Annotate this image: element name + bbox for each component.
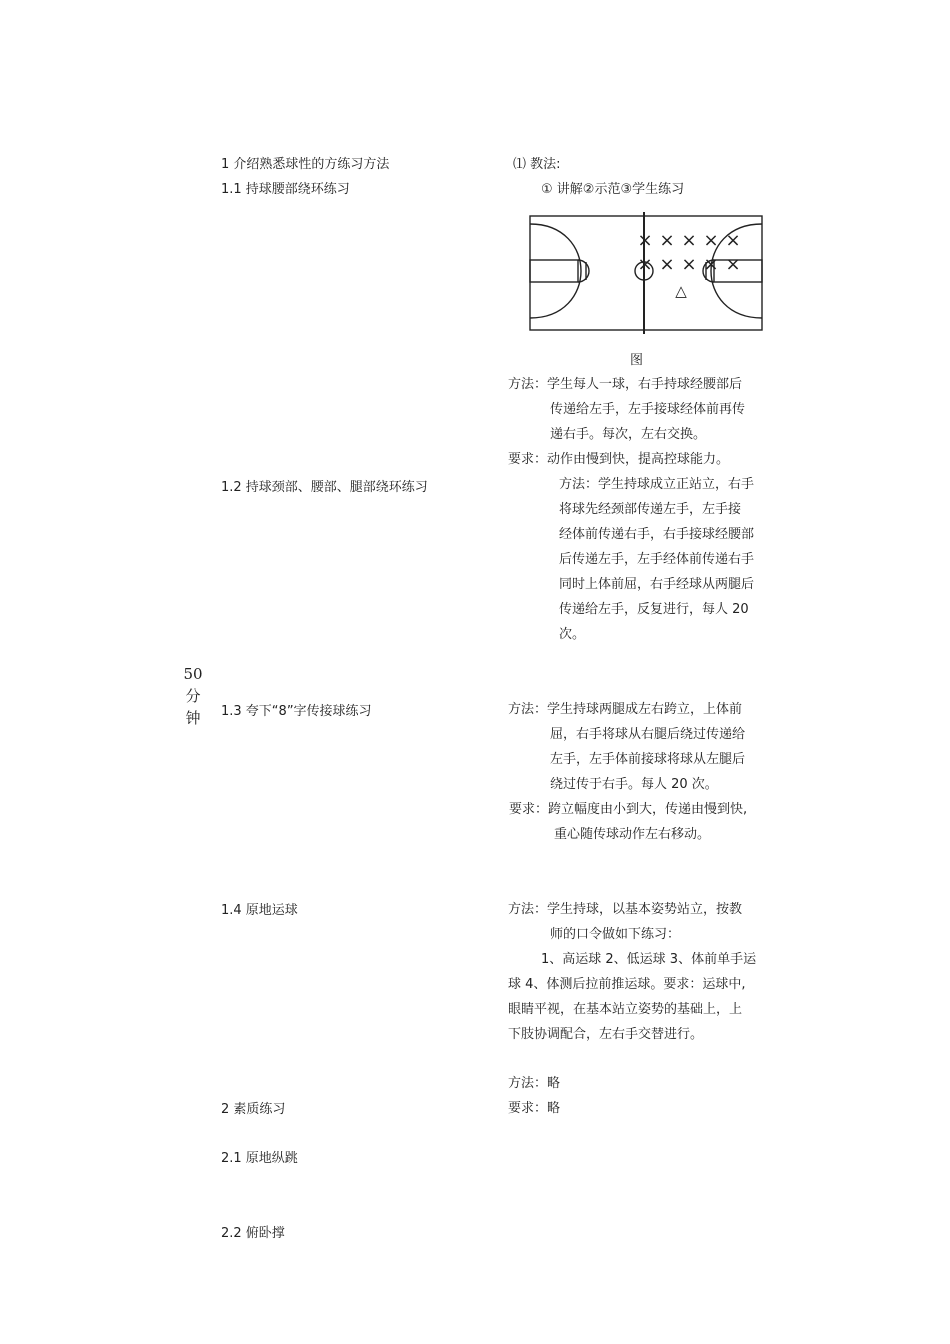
method-4-line-3: 1、高运球 2、低运球 3、体前单手运 [541,952,757,967]
requirement-3-line-1: 要求：跨立幅度由小到大，传递由慢到快, [509,802,748,817]
method-1-line-3: 递右手。每次，左右交换。 [550,427,707,442]
player-marker: × [725,254,741,275]
duration-label [182,663,204,729]
requirement-3-line-2: 重心随传球动作左右移动。 [554,827,711,842]
method-3-line-2: 屈，右手将球从右腿后绕过传递给 [550,727,746,742]
basketball-court-diagram [528,212,764,336]
method-2-line-4: 后传递左手，左手经体前传递右手 [559,552,755,567]
player-marker: × [681,230,697,251]
teacher-marker: △ [675,282,687,300]
method-4-line-4: 球 4、体测后拉前推运球。要求：运球中, [508,977,746,992]
method-4-line-1: 方法：学生持球，以基本姿势站立，按教 [508,902,743,917]
method-2-line-5: 同时上体前屈，右手经球从两腿后 [559,577,755,592]
method-5: 方法：略 [508,1076,561,1091]
left-three-point-arc [530,224,581,318]
section-2-1-title: 2.1 原地纵跳 [221,1151,298,1166]
section-1-4-title: 1.4 原地运球 [221,903,298,918]
section-2-2-title: 2.2 俯卧撑 [221,1226,285,1241]
figure-caption: 图 [630,353,644,368]
requirement-5: 要求：略 [508,1101,561,1116]
method-2-line-7: 次。 [559,627,586,642]
requirement-1: 要求：动作由慢到快，提高控球能力。 [508,452,730,467]
duration-number: 50 [183,665,203,683]
player-marker: × [659,230,675,251]
method-4-line-5: 眼睛平视，在基本站立姿势的基础上，上 [508,1002,743,1017]
method-2-line-6: 传递给左手，反复进行，每人 20 [559,602,749,617]
player-marker: × [725,230,741,251]
duration-char-2: 钟 [185,709,201,727]
method-2-line-2: 将球先经颈部传递左手，左手接 [559,502,742,517]
duration-char-1: 分 [185,687,201,705]
player-marker: × [703,254,719,275]
section-2-title: 2 素质练习 [221,1102,286,1117]
section-1-1-title: 1.1 持球腰部绕环练习 [221,182,350,197]
method-2-line-1: 方法：学生持球成立正站立，右手 [559,477,755,492]
player-marker: × [637,254,653,275]
section-1-3-title: 1.3 夸下“8”字传接球练习 [221,704,372,719]
player-marker: × [637,230,653,251]
teaching-steps: ① 讲解②示范③学生练习 [541,182,685,197]
player-marker: × [659,254,675,275]
section-1-2-title: 1.2 持球颈部、腰部、腿部绕环练习 [221,480,428,495]
method-3-line-1: 方法：学生持球两腿成左右跨立，上体前 [508,702,743,717]
method-4-line-2: 师的口令做如下练习： [550,927,681,942]
method-4-line-6: 下肢协调配合，左右手交替进行。 [508,1027,704,1042]
player-marker: × [703,230,719,251]
method-2-line-3: 经体前传递右手，右手接球经腰部 [559,527,755,542]
left-free-throw-arc [578,260,589,282]
method-1-line-1: 方法：学生每人一球，右手持球经腰部后 [508,377,743,392]
teaching-method-header: ⑴ 教法: [513,157,561,172]
player-marker: × [681,254,697,275]
section-1-title: 1 介绍熟悉球性的方练习方法 [221,157,390,172]
left-key [530,260,578,282]
method-3-line-4: 绕过传于右手。每人 20 次。 [550,777,718,792]
method-3-line-3: 左手，左手体前接球将球从左腿后 [550,752,746,767]
method-1-line-2: 传递给左手，左手接球经体前再传 [550,402,746,417]
